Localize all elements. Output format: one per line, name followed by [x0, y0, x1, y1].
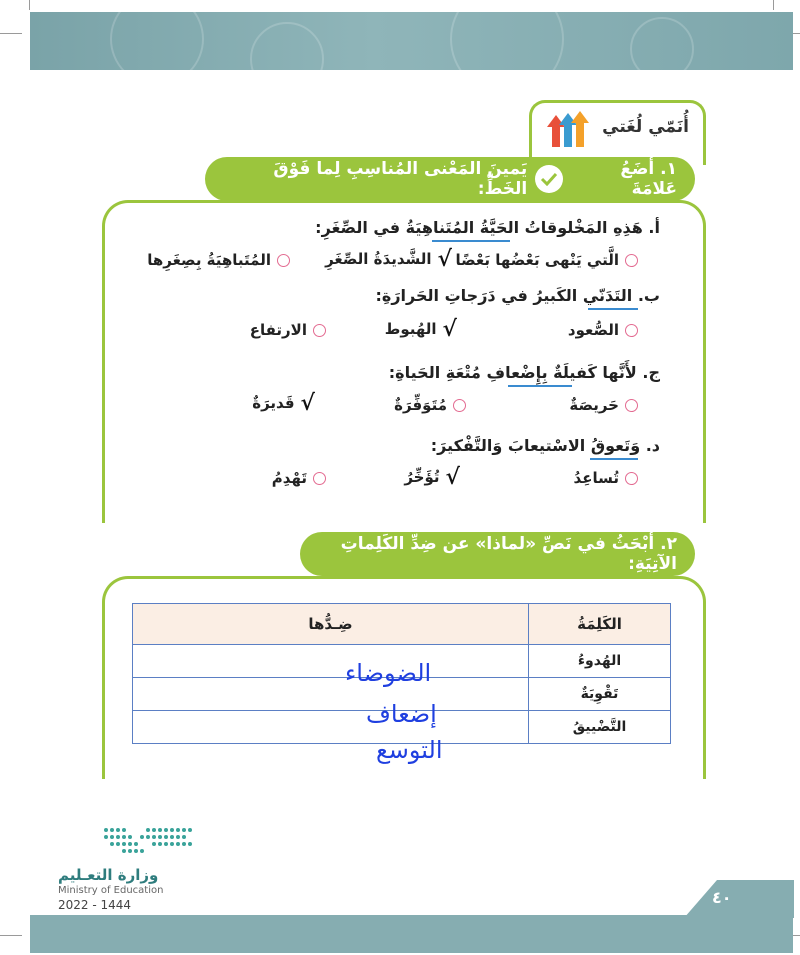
- option-a1[interactable]: الَّتي يَنْهى بَعْضُها بَعْضًا: [456, 251, 639, 269]
- page-number: ٤٠: [712, 888, 732, 907]
- exercise2-instruction: [300, 532, 695, 576]
- answer-cell[interactable]: [133, 711, 529, 744]
- bottom-decorative-band: [30, 915, 793, 953]
- edition-year: 2022 - 1444: [58, 898, 132, 912]
- option-d3[interactable]: تَهْدِمُ: [272, 469, 326, 487]
- word-cell: الهُدوءُ: [529, 645, 671, 678]
- option-c2[interactable]: مُتَوَفِّرَةٌ: [394, 396, 466, 414]
- underline: [590, 458, 638, 460]
- radio-button[interactable]: [313, 472, 326, 485]
- exercise1-instruction: [205, 157, 695, 201]
- section-tab: [529, 100, 706, 165]
- section-title: أُنَمّي لُغَتي: [602, 117, 689, 137]
- radio-button[interactable]: [625, 399, 638, 412]
- option-a2[interactable]: √ الشَّديدَةُ الصِّغَرِ: [325, 246, 452, 272]
- answer-cell[interactable]: [133, 678, 529, 711]
- underline: [508, 385, 572, 387]
- option-c1[interactable]: حَريصَةٌ: [569, 396, 638, 414]
- option-d2[interactable]: √ تُؤَخِّرُ: [404, 464, 460, 490]
- underline: [588, 308, 638, 310]
- option-b1[interactable]: الصُّعود: [568, 321, 638, 339]
- radio-button[interactable]: [625, 472, 638, 485]
- handwritten-answer: التوسع: [376, 736, 443, 764]
- check-icon: [535, 165, 563, 193]
- growth-arrows-icon: [546, 111, 594, 149]
- question-a: أ. هَذِهِ المَخْلوقاتُ الحَيَّةُ المُتَناهِيَةُ في الصِّغَرِ:: [315, 218, 660, 237]
- ministry-name-en: Ministry of Education: [58, 885, 164, 896]
- handwritten-answer: إضعاف: [366, 700, 437, 728]
- option-b2[interactable]: √ الهُبوط: [384, 316, 457, 342]
- handwritten-answer: الضوضاء: [345, 659, 432, 687]
- radio-button[interactable]: [277, 254, 290, 267]
- answer-cell[interactable]: [133, 645, 529, 678]
- top-decorative-band: [30, 12, 793, 70]
- column-header-word: الكَلِمَةُ: [529, 604, 671, 645]
- option-d1[interactable]: تُساعِدُ: [574, 469, 638, 487]
- radio-button[interactable]: [313, 324, 326, 337]
- underline: [432, 240, 510, 242]
- page-badge: [684, 880, 794, 918]
- check-mark: √: [442, 316, 457, 342]
- check-mark: √: [437, 246, 452, 272]
- radio-button[interactable]: [625, 324, 638, 337]
- radio-button[interactable]: [625, 254, 638, 267]
- question-d: د. وَتَعوقُ الاسْتيعابَ وَالتَّفْكيرَ:: [430, 436, 660, 455]
- question-c: ج. لأَنَّها كَفيلَةٌ بِإِضْعافِ مُتْعَةِ الحَياةِ:: [388, 363, 660, 382]
- option-c3[interactable]: √ قَديرَةٌ: [252, 390, 315, 416]
- instruction-text-rest: يَمينَ المَعْنى المُناسِبِ لِما فَوْقَ الخَطِّ:: [273, 159, 528, 199]
- option-b3[interactable]: الارتفاع: [250, 321, 326, 339]
- check-mark: √: [300, 390, 315, 416]
- check-mark: √: [445, 464, 460, 490]
- question-b: ب. التَدَنّي الكَبيرُ في دَرَجاتِ الحَرارَةِ:: [375, 286, 660, 305]
- word-cell: التَّضْييقُ: [529, 711, 671, 744]
- radio-button[interactable]: [453, 399, 466, 412]
- instruction-text: ٢. أَبْحَثُ في نَصِّ «لماذا» عن ضِدِّ الكَلِماتِ الآتِيَةِ:: [340, 534, 677, 574]
- table-header-row: [133, 604, 671, 645]
- ministry-logo-icon: [58, 824, 198, 860]
- option-a3[interactable]: المُتَباهِيَةُ بِصِغَرِها: [147, 251, 290, 269]
- instruction-text: ١. أَضَعُ عَلامَةَ: [620, 159, 677, 199]
- ministry-name-ar: وزارة التعـليم: [58, 866, 159, 884]
- column-header-opposite: ضِـدُّها: [133, 604, 529, 645]
- word-cell: تَقْوِيَةٌ: [529, 678, 671, 711]
